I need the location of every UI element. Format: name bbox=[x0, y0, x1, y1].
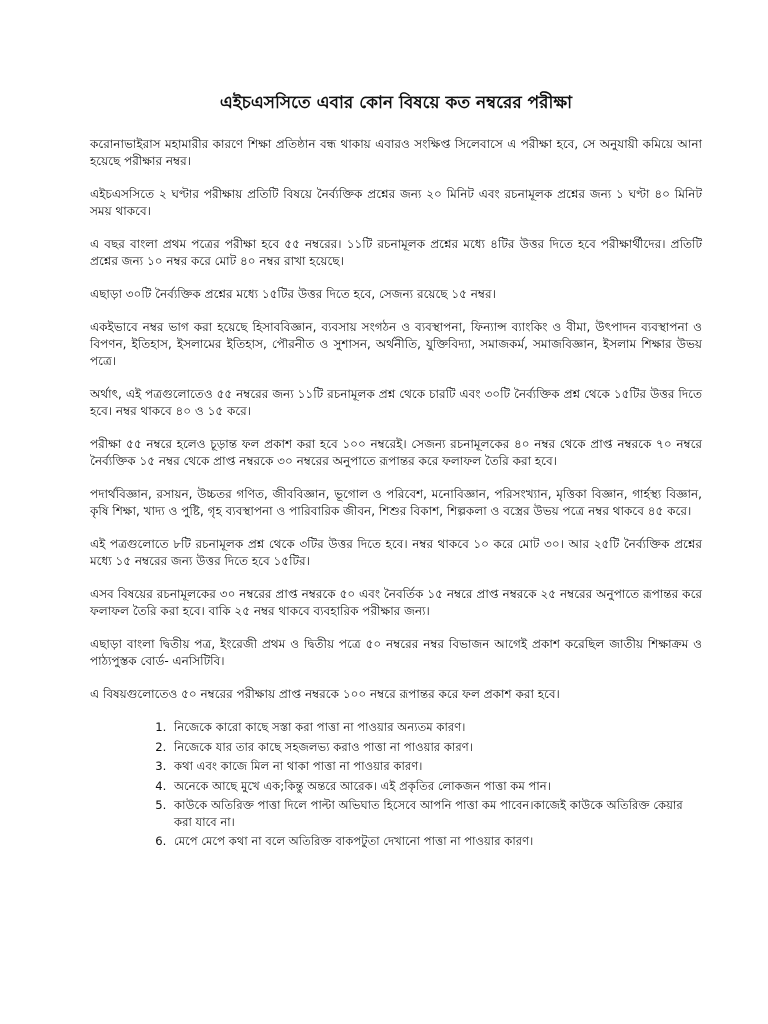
list-item: 3. কথা এবং কাজে মিল না থাকা পাত্তা না পাওয়ার কারণ। bbox=[170, 758, 702, 775]
paragraph: অর্থাৎ, এই পত্রগুলোতেও ৫৫ নম্বরের জন্য ১১টি রচনামূলক প্রশ্ন থেকে চারটি এবং ৩০টি নৈর্ব্যক্তিক প্রশ্ন থেকে ১৫টির উত্তর দিতে হবে। নম্বর থাকবে ৪০ ও ১৫ করে। bbox=[90, 387, 702, 419]
paragraph: এইচএসসিতে ২ ঘণ্টার পরীক্ষায় প্রতিটি বিষয়ে নৈর্ব্যক্তিক প্রশ্নের জন্য ২০ মিনিট এবং রচনামূলক প্রশ্নের জন্য ১ ঘণ্টা ৪০ মিনিট সময় থাকবে। bbox=[90, 187, 702, 219]
list-item: 6. মেপে মেপে কথা না বলে অতিরিক্ত বাকপটুতা দেখানো পাত্তা না পাওয়ার কারণ। bbox=[170, 833, 702, 850]
list-item: 1. নিজেকে কারো কাছে সস্তা করা পাত্তা না পাওয়ার অন্যতম কারণ। bbox=[170, 719, 702, 736]
paragraph: এ বছর বাংলা প্রথম পত্রের পরীক্ষা হবে ৫৫ নম্বরের। ১১টি রচনামূলক প্রশ্নের মধ্যে ৪টির উত্তর দিতে হবে পরীক্ষার্থীদের। প্রতিটি প্রশ্নের জন্য ১০ নম্বর করে মোট ৪০ নম্বর রাখা হয়েছে। bbox=[90, 237, 702, 269]
list-item: 5. কাউকে অতিরিক্ত পাত্তা দিলে পাল্টা অভিঘাত হিসেবে আপনি পাত্তা কম পাবেন।কাজেই কাউকে অতিরিক্ত কেয়ার করা যাবে না। bbox=[170, 797, 702, 830]
paragraph: পরীক্ষা ৫৫ নম্বরে হলেও চূড়ান্ত ফল প্রকাশ করা হবে ১০০ নম্বরেই। সেজন্য রচনামূলকের ৪০ নম্বর থেকে প্রাপ্ত নম্বরকে ৭০ নম্বরে নৈর্ব্যক্তিক ১৫ নম্বর থেকে প্রাপ্ত নম্বরকে ৩০ নম্বরের অনুপাতে রূপান্তর করে ফলাফল তৈরি করা হবে। bbox=[90, 437, 702, 469]
paragraph: এই পত্রগুলোতে ৮টি রচনামূলক প্রশ্ন থেকে ৩টির উত্তর দিতে হবে। নম্বর থাকবে ১০ করে মোট ৩০। আর ২৫টি নৈর্ব্যক্তিক প্রশ্নের মধ্যে ১৫ নম্বরের জন্য উত্তর দিতে হবে ১৫টির। bbox=[90, 537, 702, 569]
paragraph: এসব বিষয়ের রচনামূলকের ৩০ নম্বরের প্রাপ্ত নম্বরকে ৫০ এবং নৈবর্তিক ১৫ নম্বরে প্রাপ্ত নম্বরকে ২৫ নম্বরের অনুপাতে রূপান্তর করে ফলাফল তৈরি করা হবে। বাকি ২৫ নম্বর থাকবে ব্যবহারিক পরীক্ষার জন্য। bbox=[90, 587, 702, 619]
paragraph: পদার্থবিজ্ঞান, রসায়ন, উচ্চতর গণিত, জীববিজ্ঞান, ভূগোল ও পরিবেশ, মনোবিজ্ঞান, পরিসংখ্যান, মৃত্তিকা বিজ্ঞান, গার্হস্থ্য বিজ্ঞান, কৃষি শিক্ষা, খাদ্য ও পুষ্টি, গৃহ ব্যবস্থাপনা ও পারিবারিক জীবন, শিশুর বিকাশ, শিল্পকলা ও বস্ত্রের উভয় পত্রে নম্বর থাকবে ৪৫ করে। bbox=[90, 487, 702, 519]
paragraph: এছাড়া ৩০টি নৈর্ব্যক্তিক প্রশ্নের মধ্যে ১৫টির উত্তর দিতে হবে, সেজন্য রয়েছে ১৫ নম্বর। bbox=[90, 287, 496, 302]
list-item: 2. নিজেকে যার তার কাছে সহজলভ্য করাও পাত্তা না পাওয়ার কারণ। bbox=[170, 739, 702, 756]
paragraph: এছাড়া বাংলা দ্বিতীয় পত্র, ইংরেজী প্রথম ও দ্বিতীয় পত্রে ৫০ নম্বরের নম্বর বিভাজন আগেই প্রকাশ করেছিল জাতীয় শিক্ষাক্রম ও পাঠ্যপুস্তক বোর্ড- এনসিটিবি। bbox=[90, 637, 702, 669]
page-title: এইচএসসিতে এবার কোন বিষয়ে কত নম্বরের পরীক্ষা bbox=[219, 93, 573, 113]
numbered-list bbox=[90, 719, 702, 850]
list-item: 4. অনেকে আছে মুখে এক;কিন্তু অন্তরে আরেক। এই প্রকৃতির লোকজন পাত্তা কম পান। bbox=[170, 778, 702, 795]
paragraph: একইভাবে নম্বর ভাগ করা হয়েছে হিসাববিজ্ঞান, ব্যবসায় সংগঠন ও ব্যবস্থাপনা, ফিন্যান্স ব্যাংকিং ও বীমা, উৎপাদন ব্যবস্থাপনা ও বিপণন, ইতিহাস, ইসলামের ইতিহাস, পৌরনীত ও সুশাসন, অর্থনীতি, যুক্তিবিদ্যা, সমাজকর্ম, সমাজবিজ্ঞান, ইসলাম শিক্ষার উভয় পত্রে। bbox=[90, 320, 702, 369]
paragraph: এ বিষয়গুলোতেও ৫০ নম্বরের পরীক্ষায় প্রাপ্ত নম্বরকে ১০০ নম্বরে রূপান্তর করে ফল প্রকাশ করা হবে। bbox=[90, 687, 560, 702]
paragraph: করোনাভাইরাস মহামারীর কারণে শিক্ষা প্রতিষ্ঠান বন্ধ থাকায় এবারও সংক্ষিপ্ত সিলেবাসে এ পরীক্ষা হবে, সে অনুযায়ী কমিয়ে আনা হয়েছে পরীক্ষার নম্বর। bbox=[90, 137, 702, 169]
